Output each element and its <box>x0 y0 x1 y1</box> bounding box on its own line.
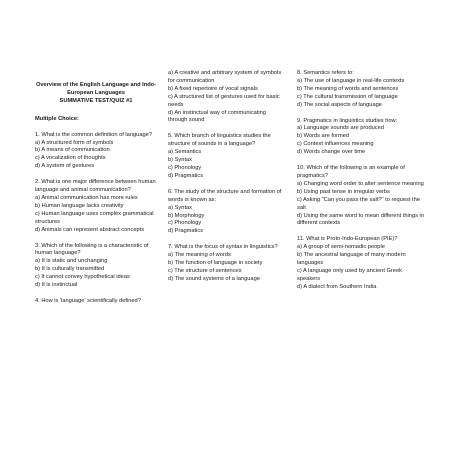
answer-option: b) It is culturally transmitted <box>35 266 105 273</box>
answer-option: a) It is static and unchanging <box>35 258 108 265</box>
column-2 <box>168 0 286 292</box>
answer-option: a) A structured form of symbols <box>35 139 114 146</box>
answer-option: b) The meaning of words and sentences <box>297 85 399 92</box>
quiz-title <box>35 82 157 106</box>
question-block <box>168 70 286 125</box>
answer-option: c) A structured list of gestures used for basic needs <box>168 93 280 108</box>
answer-option: d) Pragmatics <box>168 228 204 235</box>
question-block <box>35 243 157 290</box>
title-line-3: SUMMATIVE TEST/QUIZ #1 <box>59 97 133 104</box>
question-list <box>297 70 425 292</box>
column-3 <box>297 0 425 300</box>
title-line-2: European Languages <box>67 89 125 96</box>
question-block <box>35 298 157 306</box>
question-list <box>168 70 286 284</box>
answer-option: a) A group of semi-nomadic people <box>297 244 385 251</box>
column-1 <box>35 0 157 314</box>
answer-option: c) A vocalization of thoughts <box>35 155 106 162</box>
answer-option: c) The cultural transmission of language <box>297 93 398 100</box>
question-text: 10. Which of the following is an example of pragmatics? <box>297 165 405 179</box>
answer-option: c) Asking "Can you pass the salt?" to request the salt <box>297 196 420 211</box>
answer-option: b) Morphology <box>168 212 205 219</box>
question-block <box>297 118 425 158</box>
answer-option: d) A system of gestures <box>35 163 95 170</box>
question-text: 3. Which of the following is a characteristic of human language? <box>35 242 149 257</box>
answer-option: b) The ancestral language of many modern languages <box>297 252 406 267</box>
question-block <box>168 244 286 284</box>
question-text: 4. How is 'language' scientifically defined? <box>35 297 141 304</box>
answer-option: d) Words change over time <box>297 149 366 156</box>
question-text: 7. What is the focus of syntax in linguistics? <box>168 244 278 251</box>
question-block <box>297 70 425 110</box>
question-text: 1. What is the common definition of language? <box>35 131 152 138</box>
answer-option: b) Using past tense in irregular verbs <box>297 188 390 195</box>
answer-option: a) A creative and arbitrary system of symbols for communication <box>168 70 282 84</box>
question-list <box>35 132 157 306</box>
answer-option: d) A dialect from Southern India <box>297 283 377 290</box>
question-block <box>297 165 425 228</box>
question-text: 5. Which branch of linguistics studies the structure of sounds in a language? <box>168 133 271 148</box>
answer-option: d) The social aspects of language <box>297 101 382 108</box>
answer-option: a) Language sounds are produced <box>297 125 384 132</box>
answer-option: d) An instinctual way of communicating through sound <box>168 109 266 124</box>
answer-option: b) Syntax <box>168 157 193 164</box>
answer-option: d) Using the same word to mean different things in different contexts <box>297 212 424 227</box>
question-block <box>168 133 286 180</box>
title-line-1: Overview of the English Language and Indo- <box>35 82 157 88</box>
answer-option: b) Words are formed <box>297 133 350 140</box>
question-text: 11. What is Proto-Indo-European (PIE)? <box>297 236 398 243</box>
answer-option: d) It is instinctual <box>35 282 78 289</box>
question-text: 2. What is one major difference between human language and animal communication? <box>35 179 156 194</box>
answer-option: a) Semantics <box>168 149 202 156</box>
answer-option: a) Syntax <box>168 204 193 211</box>
answer-option: a) Animal communication has more rules <box>35 194 138 201</box>
answer-option: c) Phonology <box>168 164 202 171</box>
question-text: 8. Semantics refers to: <box>297 70 354 76</box>
answer-option: c) A language only used by ancient Greek speakers <box>297 267 402 282</box>
answer-option: c) Context influences meaning <box>297 141 374 148</box>
section-heading: Multiple Choice: <box>35 115 79 122</box>
answer-option: c) It cannot convey hypothetical ideas <box>35 274 130 281</box>
question-block <box>35 179 157 234</box>
question-text: 9. Pragmatics in linguistics studies how: <box>297 117 398 124</box>
answer-option: a) The use of language in real-life contexts <box>297 77 405 84</box>
answer-option: c) Human language uses complex grammatical structures <box>35 210 154 225</box>
answer-option: d) Pragmatics <box>168 172 204 179</box>
question-block <box>168 189 286 236</box>
answer-option: d) The sound systems of a language <box>168 275 260 282</box>
question-text: 6. The study of the structure and formation of words is known as: <box>168 188 282 203</box>
answer-option: c) Phonology <box>168 220 202 227</box>
answer-option: b) Human language lacks creativity <box>35 202 124 209</box>
answer-option: b) A fixed repertoire of vocal signals <box>168 85 258 92</box>
answer-option: b) The function of language in society <box>168 260 263 267</box>
answer-option: a) The meaning of words <box>168 252 231 259</box>
answer-option: a) Changing word order to alter sentence meaning <box>297 180 424 187</box>
answer-option: b) A means of communication <box>35 147 110 154</box>
answer-option: d) Animals can represent abstract concepts <box>35 226 145 233</box>
question-block <box>35 132 157 172</box>
answer-option: c) The structure of sentences <box>168 267 242 274</box>
question-block <box>297 236 425 291</box>
